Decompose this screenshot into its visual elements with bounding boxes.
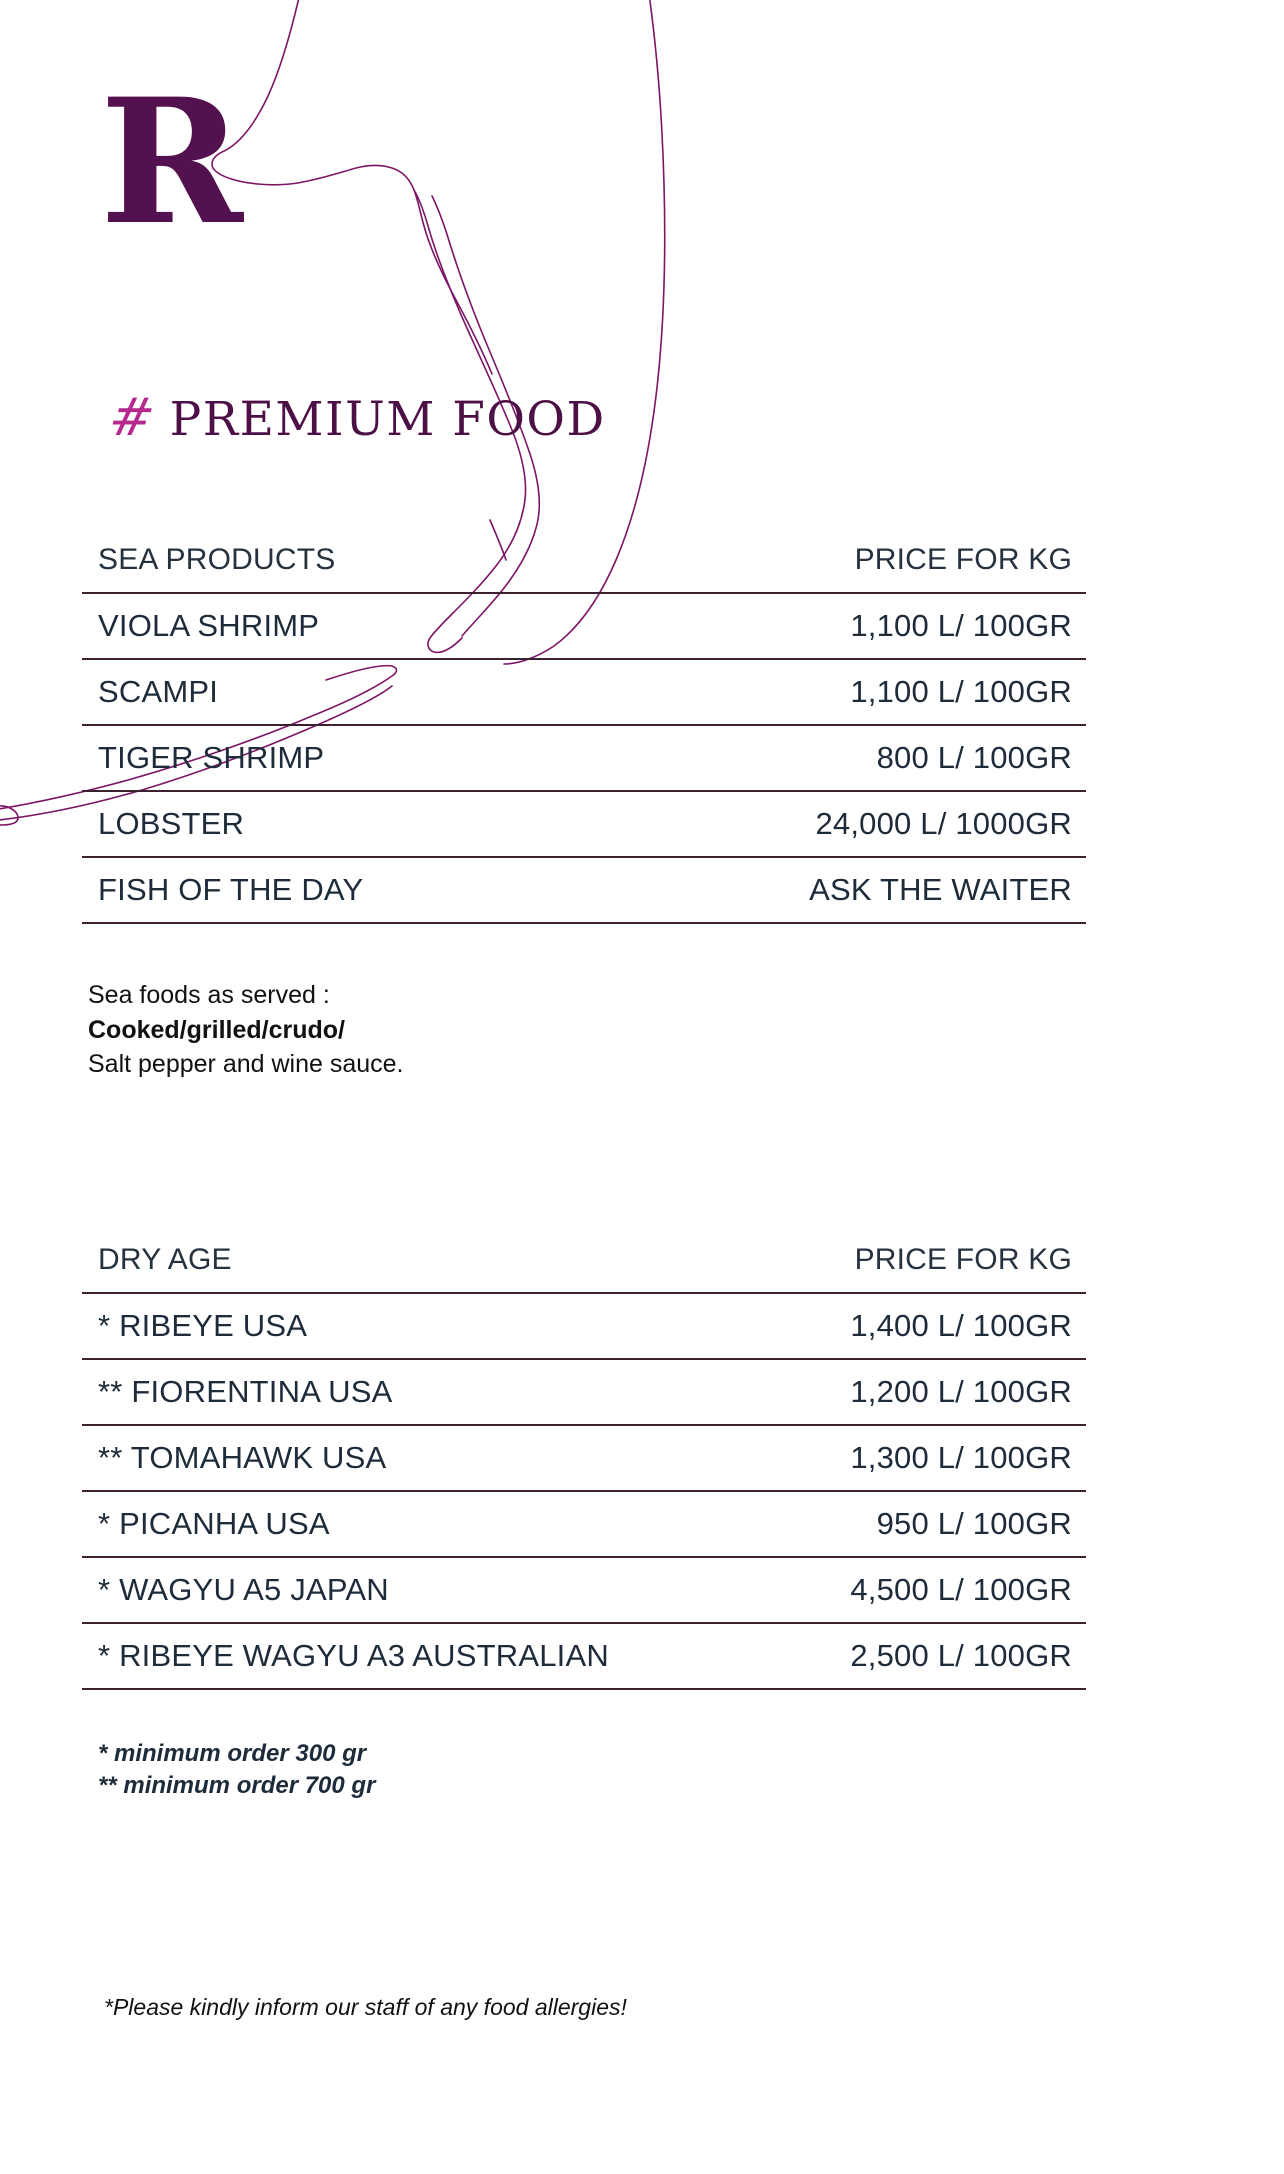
item-name: VIOLA SHRIMP <box>98 608 320 643</box>
brand-logo <box>100 60 241 263</box>
item-name: TIGER SHRIMP <box>98 740 325 775</box>
item-name: SCAMPI <box>98 674 219 709</box>
minimum-order-line: * minimum order 300 gr <box>98 1740 367 1767</box>
allergy-disclaimer-text: *Please kindly inform our staff of any food allergies! <box>104 1994 627 2020</box>
item-name: * WAGYU A5 JAPAN <box>98 1572 389 1607</box>
item-price: 24,000 L/ 1000GR <box>815 806 1072 841</box>
page-title <box>103 388 606 448</box>
item-name: * RIBEYE USA <box>98 1308 308 1343</box>
table-row <box>82 660 1086 726</box>
item-name: FISH OF THE DAY <box>98 872 364 907</box>
item-name: ** FIORENTINA USA <box>98 1374 393 1409</box>
item-price: 1,300 L/ 100GR <box>850 1440 1072 1475</box>
column-header-category: DRY AGE <box>98 1243 232 1276</box>
table-row <box>82 1294 1086 1360</box>
item-price: 1,100 L/ 100GR <box>850 608 1072 643</box>
item-price: 1,200 L/ 100GR <box>850 1374 1072 1409</box>
column-header-price: PRICE FOR KG <box>854 1243 1072 1276</box>
table-header-row <box>82 1228 1086 1294</box>
serving-note-line: Cooked/grilled/crudo/ <box>88 1015 345 1044</box>
sea-food-serving-note <box>88 978 708 1082</box>
table-row <box>82 594 1086 660</box>
item-name: LOBSTER <box>98 806 245 841</box>
item-price: 4,500 L/ 100GR <box>850 1572 1072 1607</box>
table-row <box>82 858 1086 924</box>
item-price: 950 L/ 100GR <box>876 1506 1072 1541</box>
table-row <box>82 1558 1086 1624</box>
item-name: * RIBEYE WAGYU A3 AUSTRALIAN <box>98 1638 609 1673</box>
table-header-row <box>82 528 1086 594</box>
section-title-text: PREMIUM FOOD <box>169 392 606 447</box>
table-row <box>82 1624 1086 1690</box>
item-name: * PICANHA USA <box>98 1506 330 1541</box>
table-row <box>82 1492 1086 1558</box>
dry-age-table <box>82 1228 1086 1690</box>
item-price: ASK THE WAITER <box>809 872 1072 907</box>
item-name: ** TOMAHAWK USA <box>98 1440 387 1475</box>
item-price: 800 L/ 100GR <box>876 740 1072 775</box>
item-price: 2,500 L/ 100GR <box>850 1638 1072 1673</box>
hash-icon: # <box>103 388 160 448</box>
item-price: 1,100 L/ 100GR <box>850 674 1072 709</box>
sea-products-table <box>82 528 1086 924</box>
minimum-order-line: ** minimum order 700 gr <box>98 1772 376 1800</box>
item-price: 1,400 L/ 100GR <box>850 1308 1072 1343</box>
minimum-order-note <box>98 1738 375 1803</box>
serving-note-line: Salt pepper and wine sauce. <box>88 1050 404 1078</box>
table-row <box>82 1426 1086 1492</box>
table-row <box>82 792 1086 858</box>
table-row <box>82 1360 1086 1426</box>
column-header-price: PRICE FOR KG <box>854 543 1072 576</box>
serving-note-line: Sea foods as served : <box>88 981 330 1009</box>
column-header-category: SEA PRODUCTS <box>98 543 336 576</box>
logo-letter-r: R <box>100 60 241 263</box>
allergy-disclaimer <box>104 1994 627 2021</box>
table-row <box>82 726 1086 792</box>
